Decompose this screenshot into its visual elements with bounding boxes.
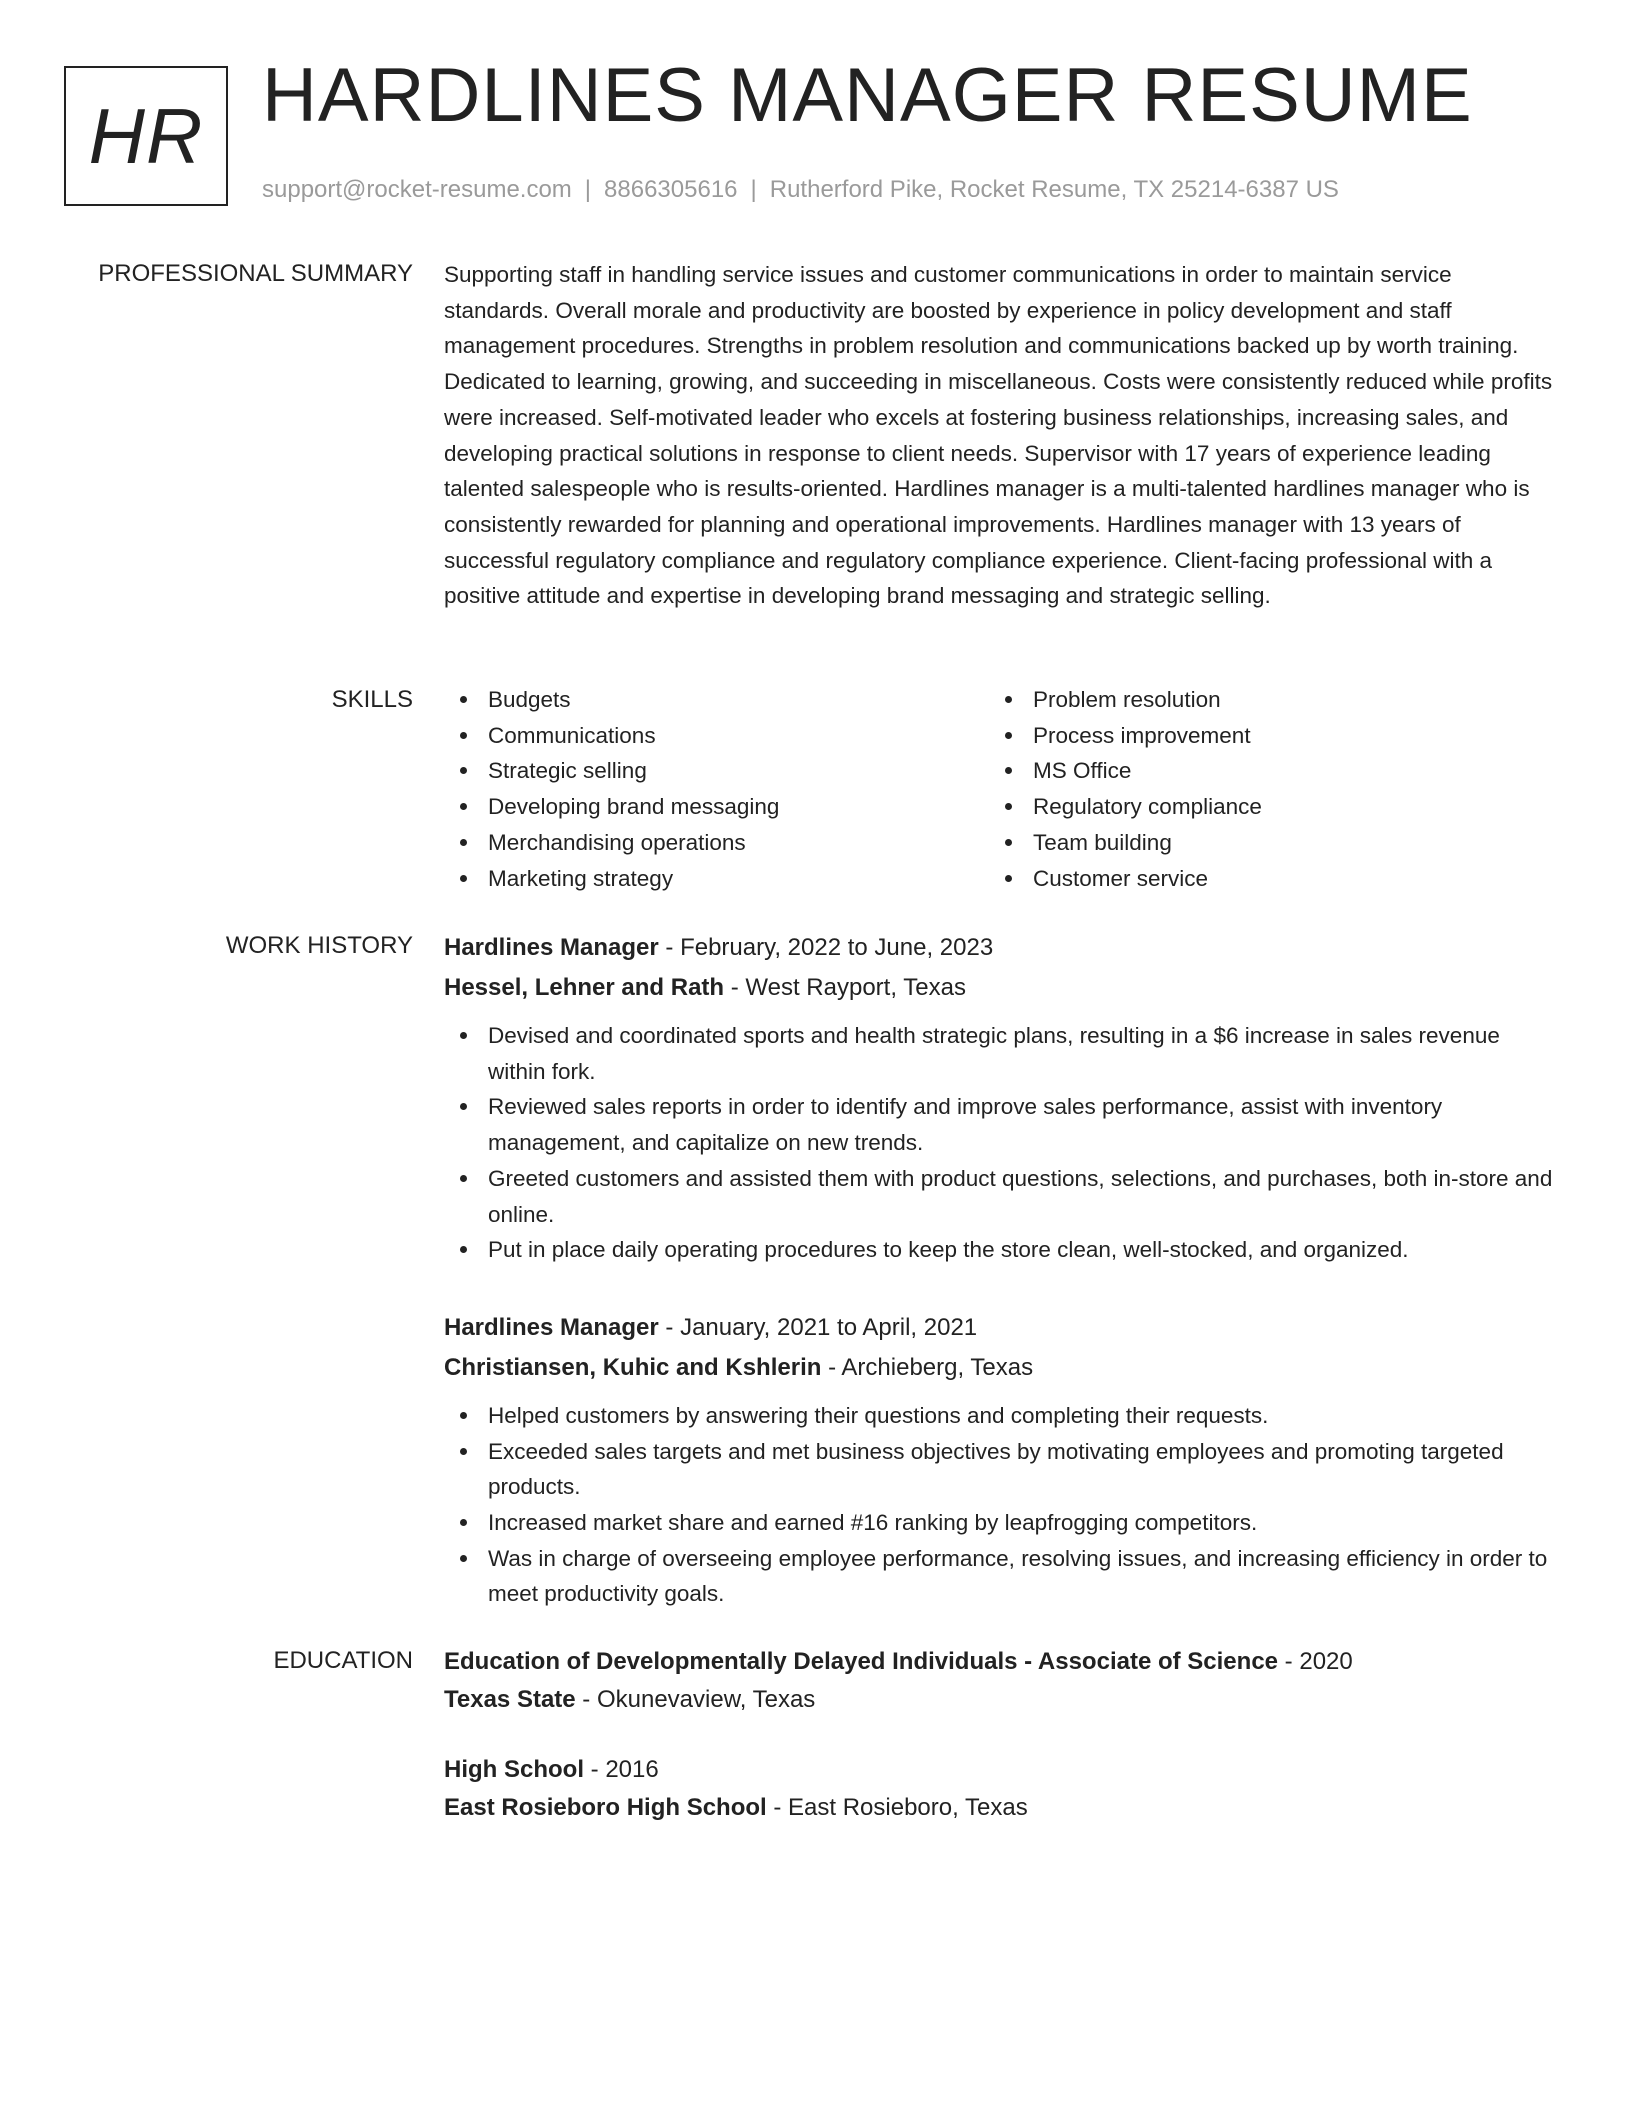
page-title: HARDLINES MANAGER RESUME (262, 53, 1473, 138)
job-title-line (444, 928, 1556, 968)
job-entry (444, 1308, 1556, 1612)
education-degree: Education of Developmentally Delayed Individuals - Associate of Science (444, 1648, 1279, 1675)
job-bullet: Increased market share and earned #16 ranking by leapfrogging competitors. (444, 1505, 1556, 1541)
job-bullet: Reviewed sales reports in order to identify and improve sales performance, assist with inventory management, and capitalize on new trends. (444, 1089, 1556, 1160)
job-bullet: Greeted customers and assisted them with product questions, selections, and purchases, both in-store and online. (444, 1161, 1556, 1232)
contact-separator: | (750, 176, 757, 203)
job-title: Hardlines Manager (444, 934, 659, 961)
job-bullet: Helped customers by answering their questions and completing their requests. (444, 1398, 1556, 1434)
education-location: - East Rosieboro, Texas (766, 1794, 1028, 1821)
skill-item: Communications (444, 718, 989, 754)
job-title: Hardlines Manager (444, 1313, 659, 1341)
education-location: - Okunevaview, Texas (575, 1686, 816, 1713)
skills-body (444, 682, 1556, 896)
skill-item: Developing brand messaging (444, 789, 989, 825)
skills-column-right (989, 682, 1534, 896)
education-degree: High School (444, 1756, 584, 1783)
skill-item: MS Office (989, 753, 1534, 789)
section-label-education: EDUCATION (273, 1647, 413, 1674)
contact-separator: | (584, 176, 592, 203)
section-label-work-history: WORK HISTORY (225, 932, 413, 959)
job-bullet: Put in place daily operating procedures to keep the store clean, well-stocked, and organized. (444, 1232, 1556, 1268)
job-bullet: Devised and coordinated sports and health strategic plans, resulting in a $6 increase in sales revenue within fork. (444, 1018, 1556, 1089)
education-year: - 2020 (1278, 1648, 1353, 1675)
education-school: East Rosieboro High School (444, 1794, 767, 1821)
skill-item: Customer service (989, 861, 1534, 897)
job-dates: - February, 2022 to June, 2023 (658, 934, 994, 961)
contact-phone: 8866305616 (604, 176, 738, 203)
job-bullets (444, 1398, 1556, 1612)
skill-item: Regulatory compliance (989, 789, 1534, 825)
job-title-line (444, 1308, 1556, 1348)
education-school-line (444, 1789, 1556, 1827)
skills-column-left (444, 682, 989, 896)
education-year: - 2016 (584, 1756, 659, 1783)
skill-item: Budgets (444, 682, 989, 718)
job-entry (444, 928, 1556, 1268)
section-label-summary: PROFESSIONAL SUMMARY (98, 260, 413, 287)
job-location: - Archieberg, Texas (821, 1353, 1034, 1381)
summary-text: Supporting staff in handling service issues and customer communications in order to maintain service standards. Overall morale and productivity are boosted by experience in policy development and staff management procedures. Strengths in problem resolution and communications backed up by worth training. Dedicated to learning, growing, and succeeding in miscellaneous. Costs were consistently reduced while profits were increased. Self-motivated leader who excels at fostering business relationships, increasing sales, and developing practical solutions in response to client needs. Supervisor with 17 years of experience leading talented salespeople who is results-oriented. Hardlines manager is a multi-talented hardlines manager who is consistently rewarded for planning and operational improvements. Hardlines manager with 13 years of successful regulatory compliance and regulatory compliance experience. Client-facing professional with a positive attitude and expertise in developing brand messaging and strategic selling. (444, 262, 1553, 609)
contact-email: support@rocket-resume.com (262, 176, 572, 203)
job-company: Christiansen, Kuhic and Kshlerin (444, 1353, 822, 1381)
education-degree-line (444, 1751, 1556, 1789)
work-history-body (444, 928, 1556, 1652)
skill-item: Merchandising operations (444, 825, 989, 861)
job-dates: - January, 2021 to April, 2021 (658, 1313, 978, 1341)
job-company-line (444, 968, 1556, 1008)
skill-item: Marketing strategy (444, 861, 989, 897)
job-bullet: Was in charge of overseeing employee performance, resolving issues, and increasing efficiency in order to meet productivity goals. (444, 1541, 1556, 1612)
job-company: Hessel, Lehner and Rath (444, 974, 725, 1001)
monogram-initials: HR (88, 92, 204, 180)
job-company-line (444, 1348, 1556, 1388)
skill-item: Process improvement (989, 718, 1534, 754)
education-entry (444, 1751, 1556, 1827)
education-degree-line (444, 1643, 1556, 1681)
education-body (444, 1643, 1556, 1859)
skill-item: Problem resolution (989, 682, 1534, 718)
skill-item: Strategic selling (444, 753, 989, 789)
monogram-box (64, 66, 228, 206)
education-school-line (444, 1681, 1556, 1719)
skill-item: Team building (989, 825, 1534, 861)
job-location: - West Rayport, Texas (724, 974, 966, 1001)
contact-address: Rutherford Pike, Rocket Resume, TX 25214-6387 US (769, 176, 1339, 203)
education-school: Texas State (444, 1686, 576, 1713)
summary-body (444, 257, 1556, 614)
skills-grid (444, 682, 1556, 896)
job-bullets (444, 1018, 1556, 1268)
section-label-skills: SKILLS (331, 686, 413, 713)
job-bullet: Exceeded sales targets and met business objectives by motivating employees and promoting targeted products. (444, 1434, 1556, 1505)
education-entry (444, 1643, 1556, 1719)
contact-line (262, 176, 1339, 204)
